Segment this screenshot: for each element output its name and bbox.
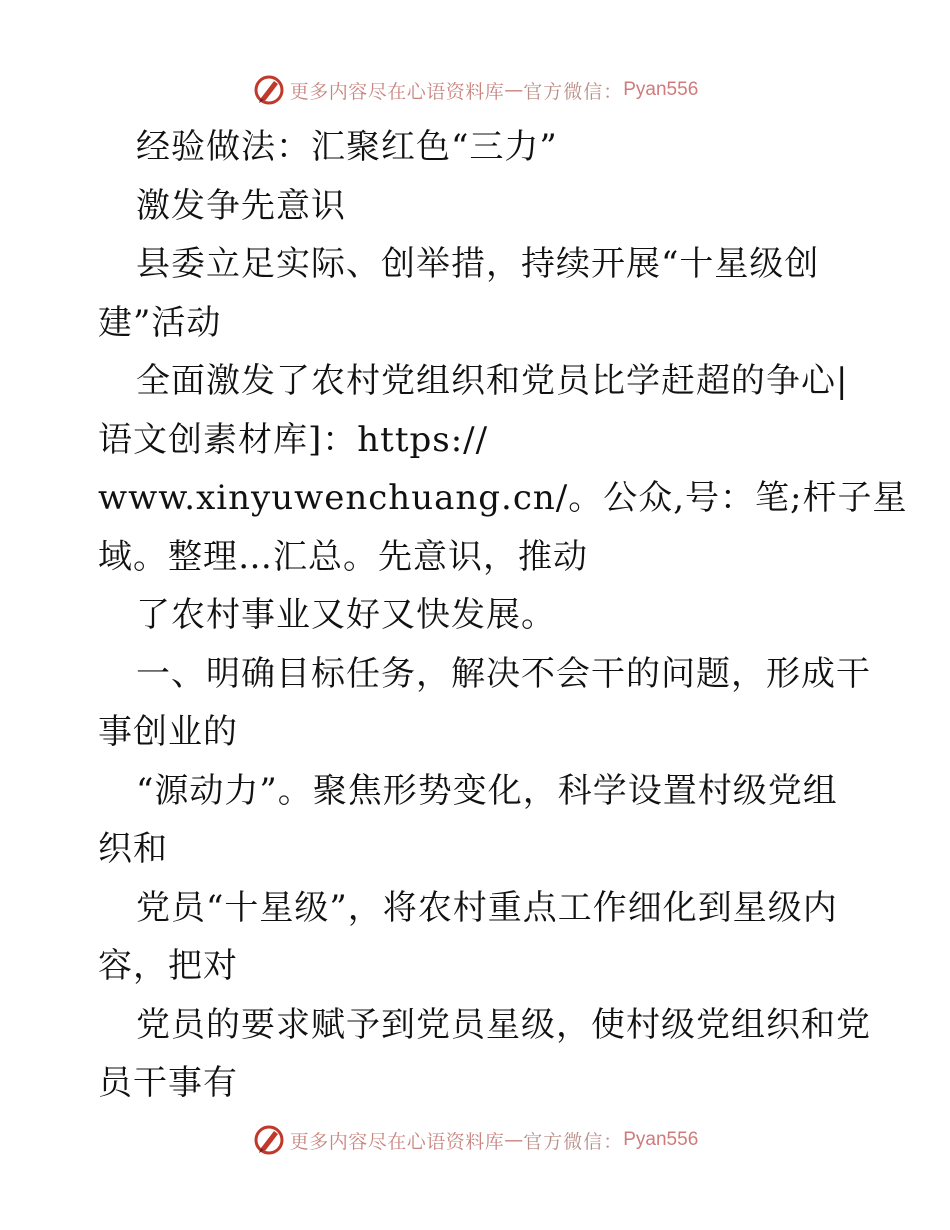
banner-main-text: 更多内容尽在心语资料库 [289, 80, 505, 103]
text-line: 全面激发了农村党组织和党员比学赶超的争心| [136, 361, 849, 401]
banner-separator: — [504, 1129, 524, 1151]
banner-wechat-id: Pyan556 [623, 1129, 699, 1150]
text-line: 一、明确目标任务，解决不会干的问题，形成干 [136, 653, 871, 694]
text-line: 了农村事业又好又快发展。 [136, 595, 556, 635]
text-line: 建”活动 [98, 302, 222, 343]
text-line: 事创业的 [98, 712, 238, 752]
banner-official-label: 官方微信： [523, 1130, 624, 1153]
pen-circle-logo-icon [252, 73, 286, 107]
banner-main-text: 更多内容尽在心语资料库 [289, 1130, 505, 1153]
text-line: 党员的要求赋予到党员星级，使村级党组织和党 [136, 1004, 871, 1045]
footer-watermark-banner [0, 1120, 950, 1160]
banner-official-label: 官方微信： [523, 80, 624, 103]
text-line: 织和 [98, 829, 168, 869]
text-line: 经验做法：汇聚红色“三力” [136, 127, 558, 167]
text-line: 党员“十星级”，将农村重点工作细化到星级内 [136, 887, 838, 928]
text-line: 语文创素材库]：https:// [98, 419, 489, 460]
banner-wechat-id: Pyan556 [623, 79, 699, 100]
text-line: 县委立足实际、创举措，持续开展“十星级创 [136, 244, 820, 284]
text-line: 域。整理…汇总。先意识，推动 [98, 536, 588, 577]
text-line: “源动力”。聚焦形势变化，科学设置村级党组 [136, 770, 838, 811]
text-line: 员干事有 [98, 1063, 238, 1103]
document-body [98, 118, 908, 1113]
text-line: 激发争先意识 [136, 185, 346, 226]
pen-circle-logo-icon [252, 1123, 286, 1157]
text-line: 容，把对 [98, 946, 238, 986]
header-watermark-banner [0, 70, 950, 110]
banner-separator: — [504, 79, 524, 101]
text-line: www.xinyuwenchuang.cn/。公众,号：笔;杆子星 [98, 478, 908, 518]
